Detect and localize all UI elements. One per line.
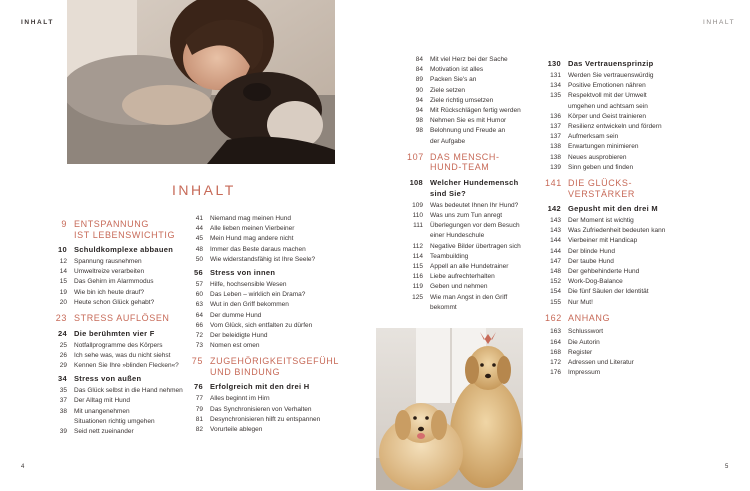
toc-entry — [187, 255, 357, 265]
toc-page-number: 14 — [59, 268, 67, 276]
toc-page-number: 82 — [195, 426, 203, 434]
toc-entry — [545, 338, 685, 348]
toc-chapter-heading — [407, 177, 557, 199]
toc-entry-title — [430, 152, 557, 173]
toc-entry — [407, 242, 557, 252]
toc-entry — [407, 211, 557, 221]
toc-page-number: 134 — [550, 82, 561, 90]
toc-entry-title: Mit Rückschlägen fertig werden — [430, 107, 521, 115]
toc-page-number: 107 — [407, 151, 424, 162]
toc-entry-title: Positive Emotionen nähren — [568, 82, 646, 90]
page-number-left: 4 — [21, 464, 25, 470]
toc-page-number: 84 — [415, 56, 423, 63]
toc-page-number: 73 — [195, 342, 203, 350]
golden-retrievers-photo — [376, 328, 523, 490]
toc-entry-title: Ziele setzen — [430, 86, 466, 94]
toc-page-number: 144 — [550, 237, 561, 245]
toc-entry-title: Ich sehe was, was du nicht siehst — [74, 351, 171, 359]
toc-entry-title — [430, 221, 557, 241]
toc-page-number: 135 — [550, 92, 561, 100]
toc-entry-title: Ziele richtig umsetzen — [430, 96, 494, 104]
toc-page-number: 143 — [550, 217, 561, 225]
toc-entry — [187, 245, 357, 255]
toc-page-number: 152 — [550, 278, 561, 286]
toc-page-number: 66 — [195, 321, 203, 329]
toc-page-number: 154 — [550, 288, 561, 296]
toc-entry-title: Erfolgreich mit den drei H — [210, 382, 310, 392]
header-left: INHALT — [21, 19, 54, 26]
toc-page-number: 137 — [550, 133, 561, 141]
header-right: INHALT — [703, 19, 736, 26]
toc-section-heading — [407, 152, 557, 173]
toc-entry-title: Das Leben – wirklich ein Drama? — [210, 291, 306, 299]
toc-entry — [187, 214, 357, 224]
toc-entry — [407, 126, 557, 146]
toc-entry-line: Wie man Angst in den Griff — [430, 293, 508, 301]
toc-entry-line: DIE GLÜCKS- — [568, 178, 633, 189]
toc-entry-title: Nomen est omen — [210, 342, 260, 350]
toc-entry — [407, 262, 557, 272]
toc-page-number: 64 — [195, 311, 203, 319]
toc-page-number: 9 — [61, 219, 67, 229]
toc-page-number: 168 — [550, 348, 561, 356]
toc-page-number: 112 — [412, 242, 423, 250]
toc-page-number: 29 — [59, 361, 67, 369]
toc-entry-title — [430, 293, 557, 313]
toc-entry-line: Überlegungen vor dem Besuch — [430, 222, 520, 230]
toc-entry-title: Alle lieben meinen Vierbeiner — [210, 225, 295, 233]
toc-page-number: 148 — [550, 268, 561, 276]
toc-page-number: 176 — [550, 369, 561, 377]
toc-page-number: 20 — [59, 298, 67, 306]
toc-entry-title: Das Synchronisieren von Verhalten — [210, 405, 312, 413]
toc-entry-title: Spannung rausnehmen — [74, 258, 142, 265]
toc-entry-line: einer Hundeschule — [430, 232, 485, 240]
toc-entry-line: IST LEBENSWICHTIG — [74, 229, 176, 240]
toc-page-number: 144 — [550, 247, 561, 255]
toc-entry-line: sind Sie? — [430, 188, 467, 198]
toc-entry-title: Gepusht mit den drei M — [568, 204, 658, 214]
toc-page-number: 89 — [415, 76, 423, 84]
toc-title: INHALT — [172, 182, 236, 198]
toc-entry — [407, 252, 557, 262]
toc-entry — [545, 277, 685, 287]
toc-entry — [407, 86, 557, 96]
toc-chapter-heading — [545, 203, 685, 214]
toc-entry-line: Situationen richtig umgehen — [74, 417, 155, 425]
toc-entry-title: Desynchronisieren hilft zu entspannen — [210, 415, 321, 423]
toc-page-number: 76 — [194, 382, 203, 392]
toc-entry — [545, 112, 685, 122]
toc-page-number: 56 — [194, 268, 203, 278]
toc-entry-title: Liebe aufrechterhalten — [430, 273, 495, 281]
toc-column-3 — [407, 55, 557, 313]
toc-entry-title: Was uns zum Tun anregt — [430, 212, 503, 220]
toc-entry-title: Körper und Geist trainieren — [568, 112, 647, 120]
toc-page-number: 50 — [195, 255, 203, 263]
toc-page-number: 141 — [545, 178, 562, 189]
toc-entry — [407, 293, 557, 313]
toc-entry-title: Das Glück selbst in die Hand nehmen — [74, 387, 183, 395]
toc-entry-title: Wie widerstandsfähig ist Ihre Seele? — [210, 255, 316, 263]
toc-entry-title: STRESS AUFLÖSEN — [74, 313, 170, 324]
toc-entry-title: Was bedeutet Ihnen Ihr Hund? — [430, 201, 519, 209]
toc-entry-line: umgehen und achtsam sein — [568, 102, 648, 110]
toc-page-number: 136 — [550, 112, 561, 120]
toc-entry — [545, 226, 685, 236]
toc-page-number: 79 — [195, 405, 203, 413]
toc-entry — [407, 116, 557, 126]
toc-entry — [407, 272, 557, 282]
toc-page-number: 26 — [59, 351, 67, 359]
toc-entry — [407, 65, 557, 75]
toc-entry — [187, 425, 357, 435]
toc-entry-title: Packen Sie's an — [430, 76, 477, 84]
toc-entry — [407, 96, 557, 106]
toc-entry-title: Nehmen Sie es mit Humor — [430, 117, 507, 125]
toc-page-number: 114 — [412, 252, 423, 260]
toc-page-number: 110 — [412, 212, 423, 220]
toc-entry-title: Schlusswort — [568, 328, 604, 336]
page-number-right: 5 — [725, 464, 729, 470]
toc-entry — [187, 321, 357, 331]
toc-entry-title: Geben und nehmen — [430, 283, 488, 291]
toc-entry-title: Vorurteile ablegen — [210, 426, 263, 434]
toc-entry-title: Motivation ist alles — [430, 66, 484, 74]
toc-entry — [545, 91, 685, 111]
toc-entry — [545, 236, 685, 246]
toc-page-number: 155 — [550, 298, 561, 306]
toc-section-heading — [545, 178, 685, 199]
toc-page-number: 98 — [415, 127, 423, 135]
toc-entry-title: Wie bin ich heute drauf? — [74, 288, 145, 296]
toc-entry-line: bekommt — [430, 303, 457, 311]
toc-entry — [545, 368, 685, 378]
toc-page-number: 12 — [59, 258, 67, 265]
toc-entry — [187, 300, 357, 310]
toc-entry-title: Immer das Beste daraus machen — [210, 245, 306, 253]
toc-page-number: 38 — [59, 407, 67, 415]
toc-entry — [187, 234, 357, 244]
toc-entry-title — [210, 356, 357, 377]
toc-page-number: 116 — [412, 273, 423, 281]
toc-entry-line: VERSTÄRKER — [568, 188, 636, 199]
toc-page-number: 94 — [415, 96, 423, 104]
toc-entry-line: Mit unangenehmen — [74, 407, 130, 415]
toc-entry-title: Der gehbehinderte Hund — [568, 268, 640, 276]
toc-entry-title — [568, 178, 685, 199]
toc-entry — [187, 311, 357, 321]
toc-entry-title: Adressen und Literatur — [568, 358, 634, 366]
toc-chapter-heading — [545, 58, 685, 69]
toc-entry — [407, 55, 557, 65]
toc-page-number: 162 — [545, 312, 562, 323]
toc-entry — [545, 153, 685, 163]
toc-page-number: 41 — [195, 215, 203, 222]
toc-entry-title: Der dumme Hund — [210, 311, 262, 319]
toc-entry — [545, 348, 685, 358]
toc-entry-title: Der blinde Hund — [568, 247, 615, 255]
toc-entry-title: Seid nett zueinander — [74, 427, 134, 435]
toc-entry — [545, 267, 685, 277]
toc-entry — [407, 75, 557, 85]
toc-page-number: 63 — [195, 301, 203, 309]
toc-section-heading — [545, 313, 685, 324]
toc-entry-title: Notfallprogramme des Körpers — [74, 341, 163, 349]
toc-entry-title: Die berühmten vier F — [74, 328, 155, 338]
toc-entry-title: Teambuilding — [430, 252, 469, 260]
toc-page-number: 35 — [59, 387, 67, 395]
toc-page-number: 115 — [412, 263, 423, 271]
toc-entry-title: Erwartungen minimieren — [568, 143, 639, 151]
toc-page-number: 138 — [550, 153, 561, 161]
toc-page-number: 75 — [191, 356, 203, 367]
toc-page-number: 108 — [409, 177, 423, 187]
toc-entry-line: Respektvoll mit der Umwelt — [568, 92, 647, 100]
toc-page-number: 15 — [59, 278, 67, 286]
toc-column-2 — [187, 214, 357, 435]
toc-page-number: 84 — [415, 66, 423, 74]
toc-entry-title: Niemand mag meinen Hund — [210, 215, 291, 222]
toc-entry-title: Wut in den Griff bekommen — [210, 301, 289, 309]
toc-entry-title: Negative Bilder übertragen sich — [430, 242, 521, 250]
toc-page-number: 77 — [195, 395, 203, 403]
toc-page-number: 164 — [550, 338, 561, 346]
toc-entry-title: Das Vertrauensprinzip — [568, 59, 654, 68]
toc-entry — [187, 394, 357, 404]
toc-page-number: 34 — [58, 374, 67, 384]
toc-entry — [407, 221, 557, 241]
toc-entry — [187, 290, 357, 300]
toc-entry-title: Alles beginnt im Hirn — [210, 395, 270, 403]
toc-entry-line: HUND-TEAM — [430, 162, 490, 173]
toc-entry-title: Nur Mut! — [568, 298, 593, 306]
toc-entry-title: Sinn geben und finden — [568, 163, 634, 171]
toc-chapter-heading — [187, 381, 357, 392]
toc-entry-title: Mit viel Herz bei der Sache — [430, 56, 508, 63]
toc-page-number: 39 — [59, 427, 67, 435]
toc-entry-title: Kennen Sie Ihre »blinden Flecken«? — [74, 361, 179, 369]
toc-entry-title: Impressum — [568, 369, 601, 377]
toc-page-number: 139 — [550, 163, 561, 171]
toc-entry-line: Welcher Hundemensch — [430, 177, 519, 187]
toc-entry-line: der Aufgabe — [430, 137, 466, 145]
toc-entry — [187, 224, 357, 234]
toc-entry-line: ZUGEHÖRIGKEITSGEFÜHL — [210, 356, 340, 367]
toc-page-number: 72 — [195, 332, 203, 340]
toc-entry-title: Stress von außen — [74, 374, 142, 384]
toc-entry-title: Der taube Hund — [568, 257, 614, 265]
toc-page-number: 163 — [550, 328, 561, 336]
toc-entry-title — [430, 126, 557, 146]
toc-entry — [545, 71, 685, 81]
toc-entry-title: Schuldkomplexe abbauen — [74, 245, 174, 254]
toc-entry — [545, 142, 685, 152]
toc-page-number: 98 — [415, 117, 423, 125]
toc-entry-title: Work-Dog-Balance — [568, 278, 623, 286]
toc-entry-title: Das Gehirn im Alarmmodus — [74, 278, 154, 286]
toc-entry — [187, 280, 357, 290]
toc-page-number: 81 — [195, 415, 203, 423]
toc-column-4 — [545, 56, 685, 378]
toc-entry-title: Was Zufriedenheit bedeuten kann — [568, 227, 666, 235]
toc-entry — [545, 216, 685, 226]
toc-page-number: 172 — [550, 358, 561, 366]
toc-entry — [545, 257, 685, 267]
toc-page-number: 60 — [195, 291, 203, 299]
toc-entry-title: Die Autorin — [568, 338, 600, 346]
toc-page-number: 57 — [195, 281, 203, 289]
toc-entry-title: ANHANG — [568, 312, 611, 323]
toc-page-number: 109 — [412, 201, 423, 209]
toc-entry-title: Werden Sie vertrauenswürdig — [568, 72, 654, 79]
toc-entry — [407, 282, 557, 292]
toc-entry-title: Vierbeiner mit Handicap — [568, 237, 638, 245]
toc-page-number: 119 — [412, 283, 423, 291]
toc-entry — [187, 341, 357, 351]
toc-entry-title: Der Alltag mit Hund — [74, 397, 130, 405]
toc-entry — [407, 106, 557, 116]
toc-entry-title: Der Moment ist wichtig — [568, 217, 634, 225]
toc-entry — [545, 247, 685, 257]
toc-page-number: 45 — [195, 235, 203, 243]
toc-entry-title: Resilienz entwickeln und fördern — [568, 123, 662, 131]
toc-entry-line: UND BINDUNG — [210, 366, 281, 377]
toc-page-number: 94 — [415, 107, 423, 115]
toc-entry-title: Register — [568, 348, 593, 356]
toc-page-number: 44 — [195, 225, 203, 233]
toc-chapter-heading — [187, 267, 357, 278]
toc-entry — [187, 405, 357, 415]
toc-page-number: 90 — [415, 86, 423, 94]
toc-page-number: 147 — [550, 257, 561, 265]
toc-page-number: 143 — [550, 227, 561, 235]
toc-page-number: 138 — [550, 143, 561, 151]
toc-page-number: 125 — [412, 293, 423, 301]
toc-entry-line: ENTSPANNUNG — [74, 219, 149, 229]
toc-entry — [187, 331, 357, 341]
toc-page-number: 142 — [547, 204, 561, 214]
toc-entry — [545, 358, 685, 368]
toc-page-number: 24 — [58, 328, 67, 338]
toc-entry — [545, 122, 685, 132]
toc-entry — [545, 327, 685, 337]
toc-entry-line: DAS MENSCH- — [430, 151, 500, 162]
toc-entry-line: Belohnung und Freude an — [430, 127, 506, 135]
toc-entry — [545, 163, 685, 173]
toc-entry — [407, 201, 557, 211]
woman-with-dog-photo — [67, 0, 335, 164]
toc-entry — [545, 81, 685, 91]
toc-page-number: 19 — [59, 288, 67, 296]
toc-entry — [545, 287, 685, 297]
toc-entry-title: Vom Glück, sich entfalten zu dürfen — [210, 321, 313, 329]
toc-entry-title: Appell an alle Hundetrainer — [430, 263, 509, 271]
toc-entry-title — [430, 177, 557, 199]
toc-entry-title: Aufmerksam sein — [568, 133, 619, 141]
toc-page-number: 131 — [550, 72, 561, 79]
toc-section-heading — [187, 356, 357, 377]
toc-page-number: 130 — [547, 59, 561, 68]
toc-entry — [545, 298, 685, 308]
toc-entry-title: Der beleidigte Hund — [210, 332, 268, 340]
toc-entry — [545, 132, 685, 142]
toc-entry-title: Neues ausprobieren — [568, 153, 627, 161]
toc-entry-title: Mein Hund mag andere nicht — [210, 235, 294, 243]
toc-page-number: 111 — [413, 222, 423, 230]
toc-page-number: 23 — [55, 313, 67, 324]
toc-entry-title: Umweltreize verarbeiten — [74, 268, 145, 276]
toc-entry-title: Heute schon Glück gehabt? — [74, 298, 155, 306]
toc-entry-title: Hilfe, hochsensible Wesen — [210, 281, 287, 289]
toc-entry-title — [568, 91, 685, 111]
toc-entry-title: Die fünf Säulen der Identität — [568, 288, 649, 296]
toc-page-number: 25 — [59, 341, 67, 349]
toc-entry-title: Stress von innen — [210, 268, 276, 278]
toc-page-number: 37 — [59, 397, 67, 405]
toc-entry — [187, 415, 357, 425]
toc-page-number: 137 — [550, 123, 561, 131]
toc-page-number: 10 — [58, 245, 67, 254]
toc-page-number: 48 — [195, 245, 203, 253]
